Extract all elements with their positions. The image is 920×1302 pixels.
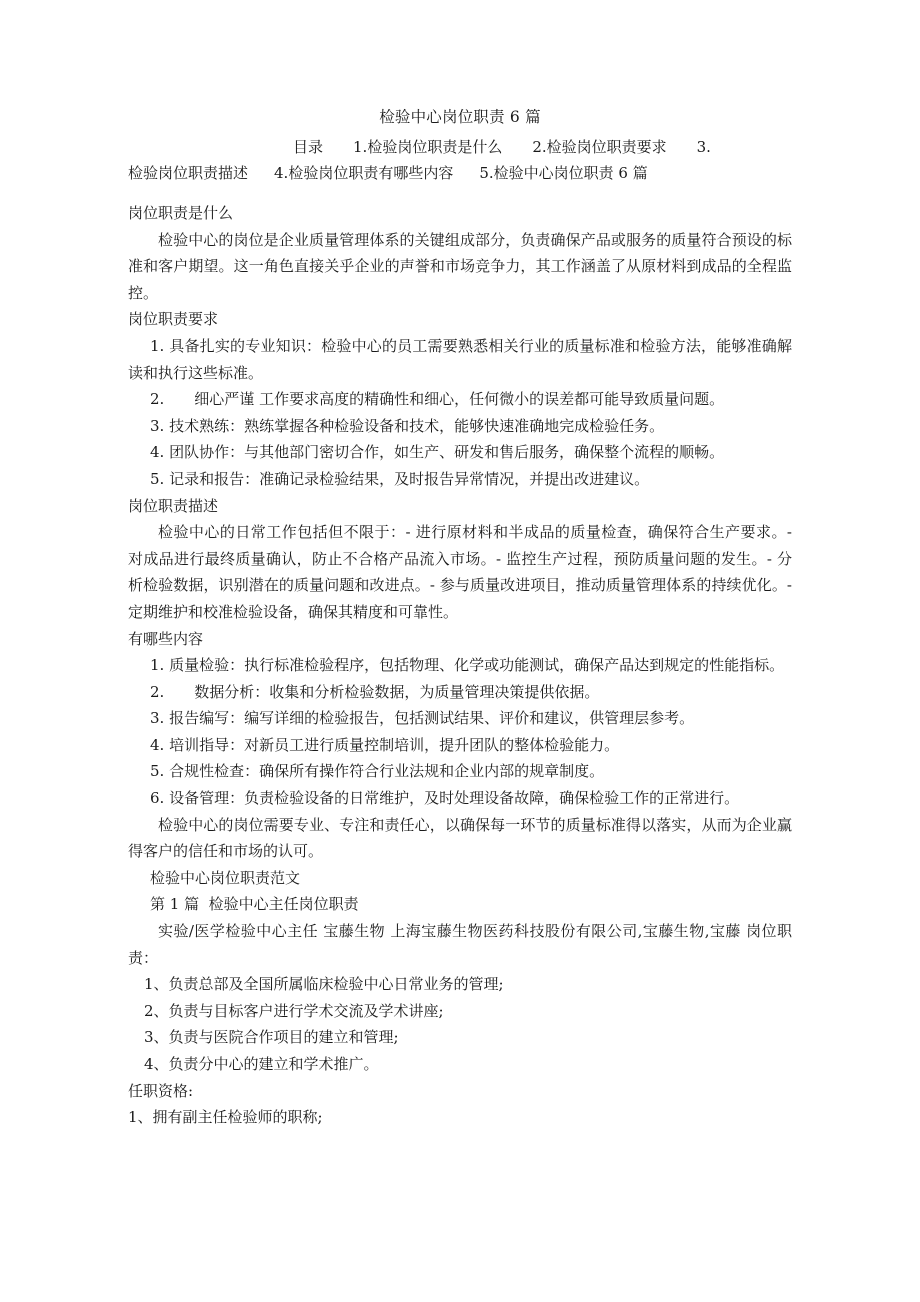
chapter-intro-paragraph: 实验/医学检验中心主任 宝藤生物 上海宝藤生物医药科技股份有限公司,宝藤生物,宝藤 岗位职责： [128, 922, 792, 967]
duty-item-3: 3、负责与医院合作项目的建立和管理; [144, 1028, 399, 1047]
duty-item-1: 1、负责总部及全国所属临床检验中心日常业务的管理; [144, 975, 504, 994]
content-item-4: 4. 培训指导：对新员工进行质量控制培训，提升团队的整体检验能力。 [150, 735, 620, 754]
content-item-3: 3. 报告编写：编写详细的检验报告，包括测试结果、评价和建议，供管理层参考。 [150, 709, 695, 728]
toc-entry-1[interactable]: 1.检验岗位职责是什么 [353, 138, 503, 156]
table-of-contents-line2 [128, 160, 792, 186]
sample-section-heading: 检验中心岗位职责范文 [150, 868, 301, 887]
section-paragraph-what: 检验中心的岗位是企业质量管理体系的关键组成部分，负责确保产品或服务的质量符合预设的标准和客户期望。这一角色直接关乎企业的声誉和市场竞争力，其工作涵盖了从原材料到成品的全程监控。 [128, 230, 792, 302]
requirement-item-4: 4. 团队协作：与其他部门密切合作，如生产、研发和售后服务，确保整个流程的顺畅。 [150, 443, 725, 462]
content-item-6: 6. 设备管理：负责检验设备的日常维护，及时处理设备故障，确保检验工作的正常进行。 [150, 789, 740, 808]
requirement-item-5: 5. 记录和报告：准确记录检验结果，及时报告异常情况，并提出改进建议。 [150, 469, 650, 488]
section-heading-responsibilities-what: 岗位职责是什么 [128, 204, 234, 222]
requirement-item-2: 2. 细心严谨 工作要求高度的精确性和细心，任何微小的误差都可能导致质量问题。 [150, 390, 725, 409]
qualification-item-1: 1、拥有副主任检验师的职称; [128, 1108, 323, 1127]
closing-paragraph: 检验中心的岗位需要专业、专注和责任心，以确保每一环节的质量标准得以落实，从而为企业赢得客户的信任和市场的认可。 [128, 815, 792, 861]
requirement-item-3: 3. 技术熟练：熟练掌握各种检验设备和技术，能够快速准确地完成检验任务。 [150, 416, 665, 435]
section-paragraph-description: 检验中心的日常工作包括但不限于：- 进行原材料和半成品的质量检查，确保符合生产要求。- 对成品进行最终质量确认，防止不合格产品流入市场。- 监控生产过程，预防质量问题的发生。- 分析检验数据，识别潜在的质量问题和改进点。- 参与质量改进项目，推动质量管理体系的持续优化。- 定期维护和校准检验设备，确保其精度和可靠性。 [128, 523, 792, 621]
content-item-5: 5. 合规性检查：确保所有操作符合行业法规和企业内部的规章制度。 [150, 762, 605, 781]
toc-entry-2[interactable]: 2.检验岗位职责要求 [532, 138, 667, 156]
content-item-1: 1. 质量检验：执行标准检验程序，包括物理、化学或功能测试，确保产品达到规定的性能指标。 [150, 656, 785, 675]
section-heading-contents: 有哪些内容 [128, 629, 204, 648]
toc-label: 目录 [293, 138, 324, 156]
toc-entry-5[interactable]: 5.检验中心岗位职责 6 篇 [479, 164, 648, 182]
content-item-2: 2. 数据分析：收集和分析检验数据，为质量管理决策提供依据。 [150, 682, 600, 701]
document-body [128, 200, 792, 1131]
duty-item-4: 4、负责分中心的建立和学术推广。 [144, 1055, 379, 1073]
qualifications-label: 任职资格: [128, 1081, 194, 1100]
section-heading-requirements: 岗位职责要求 [128, 310, 219, 329]
section-heading-description: 岗位职责描述 [128, 496, 219, 515]
page-title: 检验中心岗位职责 6 篇 [379, 108, 541, 126]
chapter-heading: 第 1 篇 检验中心主任岗位职责 [150, 895, 359, 914]
requirement-item-1: 1. 具备扎实的专业知识：检验中心的员工需要熟悉相关行业的质量标准和检验方法，能够准确解读和执行这些标准。 [128, 336, 792, 382]
toc-entry-3-text[interactable]: 检验岗位职责描述 [128, 164, 249, 182]
toc-entry-4[interactable]: 4.检验岗位职责有哪些内容 [274, 164, 454, 182]
duty-item-2: 2、负责与目标客户进行学术交流及学术讲座; [144, 1001, 444, 1020]
table-of-contents [128, 134, 792, 160]
toc-entry-3-number[interactable]: 3. [696, 138, 711, 156]
